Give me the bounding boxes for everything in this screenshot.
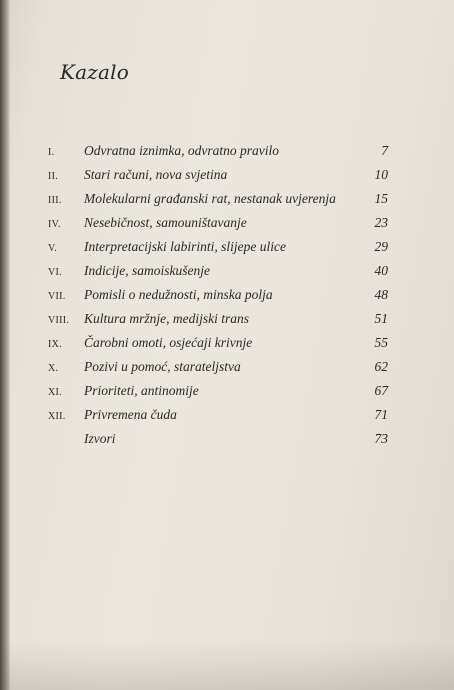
- chapter-number: VIII.: [48, 315, 70, 326]
- chapter-title: Čarobni omoti, osjećaji krivnje: [84, 335, 253, 350]
- chapter-number: XII.: [48, 411, 66, 422]
- toc-entry: [0, 431, 454, 453]
- chapter-number: VII.: [48, 291, 66, 302]
- page-number: 51: [374, 311, 388, 326]
- chapter-number: I.: [48, 147, 55, 158]
- toc-entry: [0, 407, 454, 429]
- toc-entry: [0, 167, 454, 189]
- toc-entry: [0, 287, 454, 309]
- chapter-number: X.: [48, 363, 59, 374]
- toc-entry: [0, 239, 454, 261]
- chapter-title: Interpretacijski labirinti, slijepe ulice: [84, 239, 286, 254]
- chapter-number: II.: [48, 171, 59, 182]
- page-number: 67: [374, 383, 388, 398]
- chapter-title: Pomisli o nedužnosti, minska polja: [84, 287, 273, 302]
- toc-entry: [0, 191, 454, 213]
- page-title: Kazalo: [60, 60, 129, 84]
- chapter-title: Prioriteti, antinomije: [84, 383, 199, 398]
- toc-entry: [0, 335, 454, 357]
- page-number: 29: [374, 239, 388, 254]
- page-number: 23: [374, 215, 388, 230]
- toc-entry: [0, 383, 454, 405]
- chapter-number: V.: [48, 243, 58, 254]
- toc-entry: [0, 359, 454, 381]
- page-number: 40: [374, 263, 388, 278]
- chapter-number: VI.: [48, 267, 62, 278]
- chapter-title: Pozivi u pomoć, starateljstva: [84, 359, 241, 374]
- chapter-title: Kultura mržnje, medijski trans: [84, 311, 250, 326]
- toc-entry: [0, 143, 454, 165]
- page-shadow: [0, 640, 454, 690]
- chapter-number: IX.: [48, 339, 62, 350]
- chapter-number: XI.: [48, 387, 62, 398]
- page-number: 15: [374, 191, 388, 206]
- chapter-title: Molekularni građanski rat, nestanak uvjerenja: [84, 191, 336, 206]
- toc-entry: [0, 311, 454, 333]
- page-number: 71: [374, 407, 388, 422]
- page-number: 55: [374, 335, 388, 350]
- chapter-title: Stari računi, nova svjetina: [84, 167, 228, 182]
- chapter-title: Nesebičnost, samouništavanje: [84, 215, 247, 230]
- chapter-title: Izvori: [84, 431, 116, 446]
- chapter-number: III.: [48, 195, 62, 206]
- page-number: 7: [381, 143, 388, 158]
- chapter-number: IV.: [48, 219, 61, 230]
- toc-entry: [0, 263, 454, 285]
- chapter-title: Odvratna iznimka, odvratno pravilo: [84, 143, 279, 158]
- chapter-title: Indicije, samoiskušenje: [84, 263, 210, 278]
- page-number: 73: [374, 431, 388, 446]
- toc-entry: [0, 215, 454, 237]
- chapter-title: Privremena čuda: [84, 407, 177, 422]
- page-number: 62: [374, 359, 388, 374]
- page-number: 10: [374, 167, 388, 182]
- page-number: 48: [374, 287, 388, 302]
